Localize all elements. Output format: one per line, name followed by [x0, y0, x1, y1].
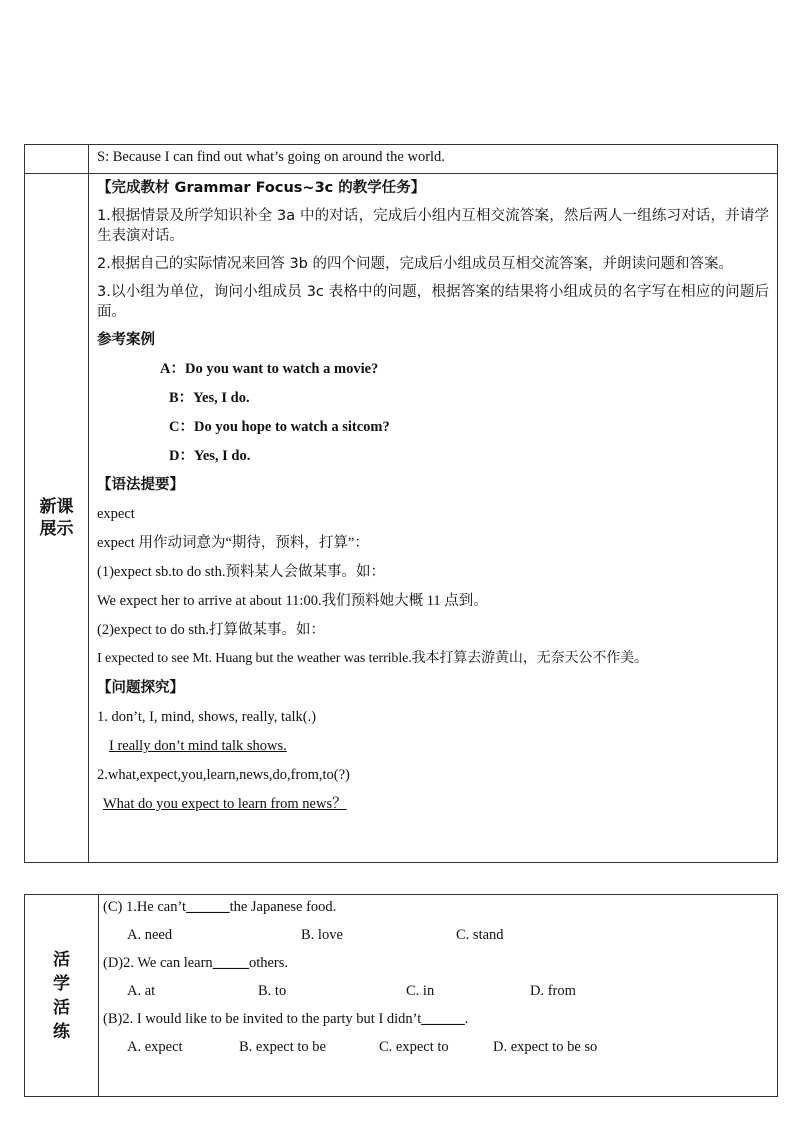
- q2-option-d: D. from: [530, 983, 576, 999]
- dialogue-line-b: B：Yes, I do.: [169, 390, 250, 406]
- practice-label-char-3: 活: [53, 997, 70, 1018]
- question-3-stem: [103, 1009, 769, 1029]
- problem-heading: 【问题探究】: [97, 680, 184, 696]
- dialogue-line-c: C：Do you hope to watch a sitcom?: [169, 419, 390, 435]
- q3-option-d: D. expect to be so: [493, 1039, 598, 1055]
- task-item-2: 2.根据自己的实际情况来回答 3b 的四个问题，完成后小组成员互相交流答案，并朗读问题和答案。: [97, 256, 733, 272]
- practice-label-char-1: 活: [53, 949, 70, 970]
- question-2-options: [103, 981, 769, 1001]
- question-3-options: [103, 1037, 769, 1057]
- q1-option-a: A. need: [127, 927, 173, 943]
- question-1-after: the Japanese food.: [229, 899, 337, 915]
- task-heading: 【完成教材 Grammar Focus~3c 的教学任务】: [97, 180, 426, 196]
- question-3-blank: ______: [421, 1011, 465, 1027]
- lesson-table: [24, 144, 778, 863]
- practice-table: [24, 894, 778, 1097]
- problem-2-prompt: 2.what,expect,you,learn,news,do,from,to(?): [97, 767, 350, 783]
- q1-option-b: B. love: [301, 927, 343, 943]
- q2-option-c: C. in: [406, 983, 435, 999]
- problem-2-answer: What do you expect to learn from news？: [103, 796, 347, 812]
- grammar-line-2: expect 用作动词意为“期待，预料，打算”：: [97, 535, 369, 551]
- question-1-before: (C) 1.He can’t: [103, 899, 187, 915]
- intro-cell: [89, 145, 778, 174]
- grammar-line-4: We expect her to arrive at about 11:00.我们预料她大概 11 点到。: [97, 593, 488, 609]
- practice-label-char-4: 练: [53, 1021, 70, 1042]
- grammar-line-6: I expected to see Mt. Huang but the weather was terrible.我本打算去游黄山，无奈天公不作美。: [97, 651, 648, 666]
- q3-option-b: B. expect to be: [239, 1039, 326, 1055]
- grammar-line-5: (2)expect to do sth.打算做某事。如：: [97, 622, 325, 638]
- q2-option-b: B. to: [258, 983, 287, 999]
- question-3-before: (B)2. I would like to be invited to the party but I didn’t: [103, 1011, 422, 1027]
- empty-label-cell: [25, 145, 89, 174]
- dialogue-line-a: A：Do you want to watch a movie?: [160, 361, 379, 377]
- question-1-options: [103, 925, 769, 945]
- q1-option-c: C. stand: [456, 927, 504, 943]
- task-item-3: 3.以小组为单位，询问小组成员 3c 表格中的问题，根据答案的结果将小组成员的名字写在相应的问题后面。: [97, 284, 769, 320]
- practice-content: [99, 895, 778, 1097]
- problem-1-answer: I really don’t mind talk shows.: [109, 738, 287, 754]
- section-label-practice: [25, 895, 99, 1097]
- q3-option-a: A. expect: [127, 1039, 183, 1055]
- dialogue-line-d: D：Yes, I do.: [169, 448, 251, 464]
- section-label-line2: 展示: [39, 519, 74, 539]
- question-2-stem: [103, 953, 769, 973]
- grammar-heading: 【语法提要】: [97, 477, 184, 493]
- section-label-line1: 新课: [39, 497, 74, 517]
- question-2-after: others.: [248, 955, 288, 971]
- question-2-blank: _____: [212, 955, 249, 971]
- grammar-line-3: (1)expect sb.to do sth.预料某人会做某事。如：: [97, 564, 385, 580]
- task-item-1: 1.根据情景及所学知识补全 3a 中的对话，完成后小组内互相交流答案，然后两人一组练习对话，并请学生表演对话。: [97, 208, 769, 244]
- q2-option-a: A. at: [127, 983, 156, 999]
- question-1-stem: [103, 897, 769, 917]
- grammar-line-1: expect: [97, 506, 135, 522]
- new-lesson-content: [89, 174, 778, 863]
- practice-label-char-2: 学: [53, 973, 70, 994]
- question-2-before: (D)2. We can learn: [103, 955, 213, 971]
- question-3-after: .: [464, 1011, 469, 1027]
- example-heading: 参考案例: [97, 332, 155, 348]
- problem-1-prompt: 1. don’t, I, mind, shows, really, talk(.): [97, 709, 317, 725]
- q3-option-c: C. expect to: [379, 1039, 449, 1055]
- question-1-blank: ______: [186, 899, 230, 915]
- intro-answer-text: S: Because I can find out what’s going on around the world.: [97, 149, 445, 165]
- section-label-new-lesson: [25, 174, 89, 863]
